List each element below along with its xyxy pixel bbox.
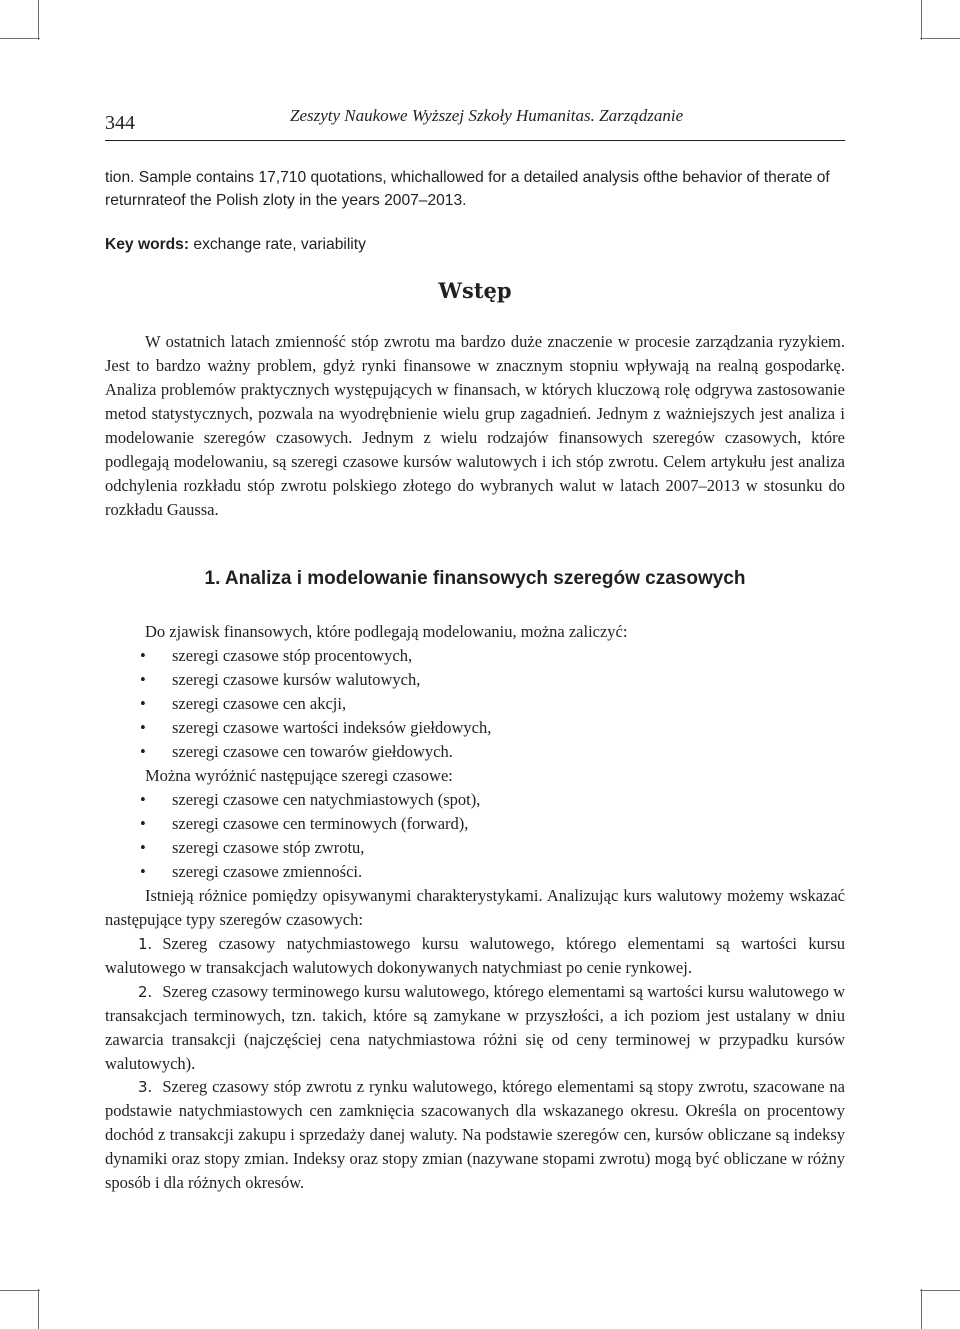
numbered-item [105,980,845,1076]
bullet-icon: • [140,742,146,761]
keywords-value: exchange rate, variability [189,236,366,253]
item-number: 3. [138,1078,153,1096]
intro-heading: Wstęp [438,278,512,303]
bullet-icon: • [140,814,146,833]
crop-mark [921,1289,922,1329]
crop-mark [920,1290,960,1291]
bullet-icon: • [140,838,146,857]
item-text: Szereg czasowy stóp zwrotu z rynku walutowego, którego elementami są stopy zwrotu, szacowane na podstawie natychmiastowych cen zamknięcia szacowanych dla wskazanego okresu. Określa on procentowy dochód z transakcji zakupu i sprzedaży danej waluty. Na podstawie szeregów cen, kursów obliczane są indeksy dynamiki oraz stopy zmian. Indeksy oraz stopy zmian (nazywane stopami zwrotu) mogą być obliczane w różny sposób i dla różnych okresów. [105,1077,845,1192]
list-item: • szeregi czasowe stóp procentowych, [105,644,845,668]
numbered-item [105,1075,845,1195]
keywords-label: Key words: [105,236,190,253]
crop-mark [38,1289,39,1329]
bullet-icon: • [140,790,146,809]
list-item: • szeregi czasowe zmienności. [105,860,845,884]
keywords [105,233,845,256]
crop-mark [0,38,40,39]
bullet-icon: • [140,646,146,665]
item-text: Szereg czasowy natychmiastowego kursu walutowego, którego elementami są wartości kursu walutowego w transakcjach walutowych dokonywanych natychmiast po cenie rynkowej. [105,934,845,977]
section-heading: 1. Analiza i modelowanie finansowych szeregów czasowych [204,568,746,589]
list-lead-1: Do zjawisk finansowych, które podlegają modelowaniu, można zaliczyć: [145,622,628,641]
list-item: • szeregi czasowe cen towarów giełdowych. [105,740,845,764]
intro-paragraph: W ostatnich latach zmienność stóp zwrotu ma bardzo duże znaczenie w procesie zarządzania ryzykiem. Jest to bardzo ważny problem, gdyż rynki finansowe w znacznym stopniu wpływają na realną gospodarkę. Analiza problemów praktycznych występujących w finansach, w których kluczową rolę odgrywa zastosowanie metod statystycznych, pozwala na wyodrębnienie wielu grup zagadnień. Jednym z ważniejszych jest analiza i modelowanie szeregów czasowych. Jednym z wielu rodzajów finansowych szeregów czasowych, które podlegają modelowaniu, są szeregi czasowe kursów walutowych i ich stóp zwrotu. Celem artykułu jest analiza odchylenia rozkładu stóp zwrotu polskiego złotego do wybranych walut w latach 2007–2013 w stosunku do rozkładu Gaussa. [105,332,845,519]
abstract-text: tion. Sample contains 17,710 quotations, whichallowed for a detailed analysis ofthe behavior of therate of returnrateof the Polish zloty in the years 2007–2013. [105,169,830,209]
crop-mark [921,0,922,40]
list-item: • szeregi czasowe wartości indeksów giełdowych, [105,716,845,740]
bullet-icon: • [140,718,146,737]
list-lead-2: Można wyróżnić następujące szeregi czasowe: [145,766,453,785]
list-item: • szeregi czasowe cen natychmiastowych (spot), [105,788,845,812]
bullet-icon: • [140,670,146,689]
crop-mark [38,0,39,40]
numbered-item [105,932,845,980]
running-header [105,100,845,141]
item-number: 2. [138,983,153,1001]
bullet-icon: • [140,694,146,713]
list-item: • szeregi czasowe stóp zwrotu, [105,836,845,860]
bullet-icon: • [140,862,146,881]
journal-title: Zeszyty Naukowe Wyższej Szkoły Humanitas. Zarządzanie [290,106,684,125]
list-item: • szeregi czasowe cen akcji, [105,692,845,716]
crop-mark [0,1290,40,1291]
page-number: 344 [105,112,135,134]
list-item: • szeregi czasowe cen terminowych (forward), [105,812,845,836]
list-item: • szeregi czasowe kursów walutowych, [105,668,845,692]
item-text: Szereg czasowy terminowego kursu walutowego, którego elementami są wartości kursu walutowego w transakcjach terminowych, tzn. takich, które są zamykane w przyszłości, a ich poziom jest ustalany w dniu zawarcia transakcji (najczęściej cena natychmiastowa różni się od ceny terminowej w przypadku kursów walutowych). [105,982,845,1073]
crop-mark [920,38,960,39]
bullet-list-2 [105,788,845,884]
list-lead-3: Istnieją różnice pomiędzy opisywanymi charakterystykami. Analizując kurs walutowy możemy wskazać następujące typy szeregów czasowych: [105,886,845,929]
item-number: 1. [138,935,153,953]
bullet-list-1 [105,644,845,764]
